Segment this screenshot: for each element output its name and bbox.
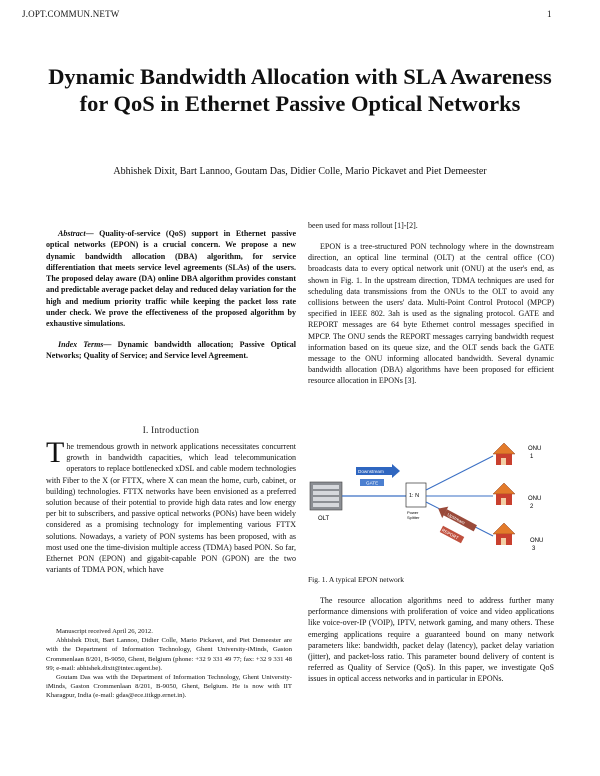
svg-text:1: 1	[530, 454, 534, 460]
index-terms-label: Index Terms	[58, 340, 104, 349]
abstract-label: Abstract	[58, 229, 86, 238]
footnote-affiliation-1: Abhishek Dixit, Bart Lannoo, Didier Colle, Mario Pickavet, and Piet Demeester are with the Department of Information Technology, Ghent University-iMinds, Gaston Crommenlaan 8/201, B-9050, Ghent, Belgium (phone: +32 9 331 49 77; fax: +32 9 331 48 99; e-mail: abhishek.dixit@intec.ugent.be).	[46, 637, 292, 672]
footnote-affiliation-2: Goutam Das was with the Department of Information Technology, Ghent University-iMinds, Gaston Crommenlaan 8/201, B-9050, Ghent, Belgium. He is now with IIT Kharagpur, India (e-mail: gdas@ece.iitkgp.ernet.in).	[46, 674, 292, 700]
author-list: Abhishek Dixit, Bart Lannoo, Goutam Das, Didier Colle, Mario Pickavet and Piet Demeester	[113, 166, 487, 177]
drop-cap: T	[46, 436, 65, 469]
abstract-text: Quality-of-service (QoS) support in Ethernet passive optical networks (EPON) is a crucial concern. We propose a new dynamic bandwidth allocation (DBA) algorithm, for service differentiation that meets service level agreements (SLAs) of the users. The proposed delay aware (DA) online DBA algorithm provides constant and predictable average packet delay and reduced delay variation for the high and medium priority traffic while keeping the packet loss rate under check. We prove the effectiveness of the proposed algorithm by exhaustive simulations.	[46, 229, 297, 329]
onu-1-label: ONU	[528, 446, 542, 452]
page-number: 1	[547, 9, 552, 19]
figure-caption: Fig. 1. A typical EPON network	[308, 575, 405, 584]
splitter-ratio: 1: N	[409, 493, 420, 499]
report-message	[440, 526, 464, 543]
journal-header: J.OPT.COMMUN.NETW	[22, 9, 120, 19]
right-col-continuation: been used for mass rollout [1]-[2].	[308, 221, 418, 230]
epon-paragraph: EPON is a tree-structured PON technology where in the downstream direction, an optical line terminal (OLT) at the central office (CO) broadcasts data to every optical network unit (ONU) at the user's end, as shown in Fig. 1. In the upstream direction, TDMA techniques are used for scheduling data transmissions from the ONUs to the OLT to avoid any collisions between the users' data. Multi-Point Control Protocol (MPCP) specified in IEEE 802. 3ah is used as the signaling protocol. GATE and REPORT messages are 64 byte Ethernet control messages specified in MPCP. The ONU sends the REPORT messages carrying bandwidth request information based on its queue size, and the OLT sends back the GATE message to the ONU informing allocated bandwidth. Several dynamic bandwidth allocation (DBA) algorithms have been proposed for efficient resource allocation in EPONs [3].	[308, 242, 554, 386]
olt-rack-icon	[310, 482, 342, 510]
svg-text:2: 2	[530, 504, 534, 510]
paper-title: Dynamic Bandwidth Allocation with SLA Awareness for QoS in Ethernet Passive Optical Networks	[48, 64, 552, 116]
svg-text:3: 3	[532, 546, 536, 552]
olt-label: OLT	[318, 516, 330, 522]
footnotes	[46, 627, 292, 701]
downstream-label: Downstream	[358, 469, 384, 474]
upstream-label: Upstream	[446, 511, 466, 526]
onu-3-label: ONU	[530, 538, 544, 544]
onu-3-house-icon	[493, 523, 515, 545]
section-heading: I. Introduction	[142, 425, 200, 435]
epon-figure	[308, 430, 554, 568]
gate-label: GATE	[366, 480, 379, 486]
splitter-label-line1: Power	[407, 510, 419, 515]
onu-2-label: ONU	[528, 496, 542, 502]
onu-2-house-icon	[493, 483, 515, 505]
intro-paragraph: he tremendous growth in network applications necessitates concurrent growth in bandwidth capacities, which lead telecommunication operators to replace bottlenecked xDSL and cable modem technologies with Fiber to the X (or FTTX, where X can mean the home, curb, cabinet, or building) technologies. FTTX networks have been envisioned as a preferred solution because of their potential to provide high data rates and low energy per bit to subscribers, and passive optical networks (PONs) have been widely considered as a promising technology for implementing various FTTX solutions. Nowadays, a variety of PON systems has been proposed, with as most used one the time-division multiple access (TDMA) based PON. So far, Ethernet PON (EPON) and gigabit-capable PON (GPON) are the two variants of TDMA PON, which have	[46, 442, 296, 575]
onu-1-house-icon	[493, 443, 515, 465]
report-label: REPORT	[440, 527, 460, 541]
intro-body	[46, 436, 296, 575]
index-terms-text: Dynamic bandwidth allocation; Passive Optical Networks; Quality of Service; and Service level Agreement.	[46, 340, 296, 361]
index-terms: Index Terms— Dynamic bandwidth allocation; Passive Optical Networks; Quality of Service; and Service level Agreement.	[46, 340, 296, 361]
footnote-received: Manuscript received April 26, 2012.	[56, 628, 153, 635]
abstract: Abstract— Quality-of-service (QoS) support in Ethernet passive optical networks (EPON) is a crucial concern. We propose a new dynamic bandwidth allocation (DBA) algorithm, for service differentiation that meets service level agreements (SLAs) of the users. The proposed delay aware (DA) online DBA algorithm provides constant and predictable average packet delay and reduced delay variation for the high and medium priority traffic while keeping the packet loss rate under check. We prove the effectiveness of the proposed algorithm by exhaustive simulations.	[46, 229, 297, 329]
splitter-label-line2: Splitter	[407, 515, 420, 520]
qos-paragraph: The resource allocation algorithms need to address further many performance dimensions with proliferation of voice and video applications like voice-over-IP (VOIP), IPTV, network gaming, and many others. These emerging applications require a guaranteed bound on many network parameters like: bandwidth, packet delay (latency), packet delay variation (jitter), and packet-loss ratio. This parameter bound delivery of content is referred as Quality of Service (QoS). In this paper, we investigate QoS issues in optical access networks and in particular in EPONs.	[308, 596, 554, 684]
